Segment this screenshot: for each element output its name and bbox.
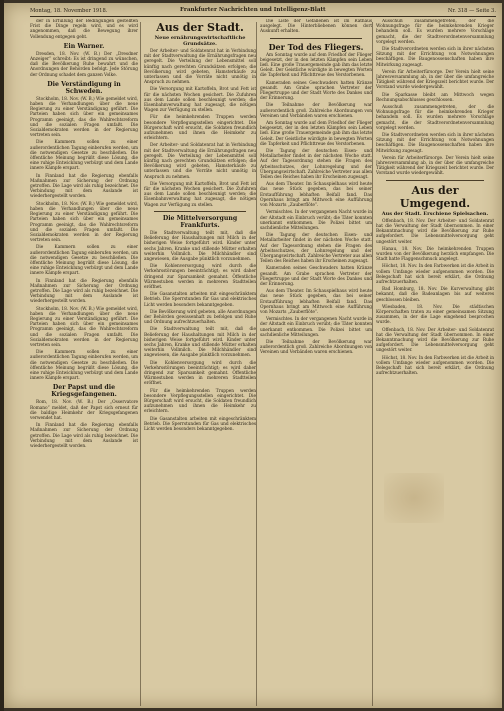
article-text: Verein für Arbeiterfürsorge. Der Verein hielt seine Jahresversammlung ab, in der über die umfangreiche Tätigkeit während der Kriegszeit berichtet wurde. Der Vorstand wurde wiedergewählt. bbox=[376, 69, 494, 91]
article-text: Am Sonntag wurde auf dem Friedhof der Flieger beigesetzt, der in den letzten Kämpfen sein Leben ließ. Eine große Trauergemeinde gab ihm das letzte Geleit. Der Geistliche würdigte in bewegten Worten die Tapferkeit und Pflichttreue des Verstorbenen. bbox=[260, 121, 372, 147]
article-text: Stockholm, 18. Nov. (W. B.) Wie gemeldet wird, haben die Verhandlungen über die neue Regierung zu einer Verständigung geführt. Die Parteien haben sich über ein gemeinsames Programm geeinigt, das die Wahlrechtsreform und die sozialen Fragen umfaßt. Die Sozialdemokraten werden in der Regierung vertreten sein. bbox=[30, 306, 138, 348]
article-text: Die Kammern sollen zu einer außerordentlichen Tagung einberufen werden, um die notwendigen Gesetze zu beschließen. Die öffentliche Meinung begrüßt diese Lösung, die eine ruhige Entwicklung verbürgt und dem Lande innere Kämpfe erspart. bbox=[30, 245, 138, 277]
header-page-number: Nr. 318 — Seite 3. bbox=[447, 8, 496, 14]
article-text: Die Kammern sollen zu einer außerordentlichen Tagung einberufen werden, um die notwendigen Gesetze zu beschließen. Die öffentliche Meinung begrüßt diese Lösung, die eine ruhige Entwicklung verbürgt und dem Lande innere Kämpfe erspart. bbox=[30, 350, 138, 382]
paper-stain bbox=[384, 473, 444, 523]
article-text: Kameraden seines Geschwaders hatten Kränze gesandt. Am Grabe sprachen Vertreter der Fliegertruppe und der Stadt Worte des Dankes und der Erinnerung. bbox=[260, 80, 372, 102]
headline-aus-der-umgegend: Aus der Umgegend. bbox=[399, 183, 471, 210]
header-rule bbox=[30, 16, 496, 17]
article-text: Die Bevölkerung wird gebeten, alle Anordnungen der Behörden gewissenhaft zu befolgen und Ruhe und Ordnung aufrechtzuerhalten. bbox=[144, 309, 256, 326]
article-text: Die Tagung der deutschen Eisen- und Metallarbeiter findet in der nächsten Woche statt. Auf der Tagesordnung stehen die Fragen des Arbeitsschutzes, der Lohnregelung und der Übergangswirtschaft. Zahlreiche Vertreter aus allen Teilen des Reiches haben ihr Erscheinen zugesagt. bbox=[260, 233, 372, 265]
article-text: Die Teilnahme der Bevölkerung war außerordentlich groß. Zahlreiche Abordnungen von Vereinen und Verbänden waren erschienen. bbox=[260, 339, 372, 356]
article-text: Die Versorgung mit Kartoffeln, Brot und Fett ist für die nächsten Wochen gesichert. Die Zufuhren aus dem Lande sollen beschleunigt werden; die Eisenbahnverwaltung hat zugesagt, die nötigen Wagen zur Verfügung zu stellen. bbox=[144, 87, 256, 114]
article-text: Die Kohlenversorgung wird durch die Verkehrsstörungen beeinträchtigt; es wird daher dringend zur Sparsamkeit gemahnt. Öffentliche Wärmestuben werden in mehreren Stadtteilen eröffnet. bbox=[144, 264, 256, 290]
article-text: Stockholm, 18. Nov. (W. B.) Wie gemeldet wird, haben die Verhandlungen über die neue Regierung zu einer Verständigung geführt. Die Parteien haben sich über ein gemeinsames Programm geeinigt, das die Wahlrechtsreform und die sozialen Fragen umfaßt. Die Sozialdemokraten werden in der Regierung vertreten sein. bbox=[30, 201, 138, 244]
subheadline-ernaehrung: Neue ernährungswirtschaftliche Grundsätze. bbox=[154, 35, 246, 47]
section-divider bbox=[386, 180, 484, 181]
article-text: Die Sparkasse bleibt am Mittwoch wegen Rechnungsabschlusses geschlossen. bbox=[376, 92, 494, 103]
column-divider bbox=[140, 22, 141, 706]
article-text: Die Stadtverwaltung teilt mit, daß die Belieferung der Haushaltungen mit Milch in der bisherigen Weise fortgeführt wird. Kinder unter sechs Jahren, Kranke und stillende Mütter erhalten weiterhin Vollmilch. Die Milchhändler sind angewiesen, die Ausgabe pünktlich vorzunehmen. bbox=[144, 230, 256, 262]
article-text: Offenbach, 18. Nov. Der Arbeiter- und Soldatenrat hat die Verwaltung der Stadt übernommen. In einer Bekanntmachung wird die Bevölkerung zur Ruhe aufgefordert. Die Lebensmittelversorgung geht ungestört weiter. bbox=[376, 218, 494, 245]
newspaper-page bbox=[4, 3, 502, 708]
article-text: Die Versorgung mit Kartoffeln, Brot und Fett ist für die nächsten Wochen gesichert. Die Zufuhren aus dem Lande sollen beschleunigt werden; die Eisenbahnverwaltung hat zugesagt, die nötigen Wagen zur Verfügung zu stellen. bbox=[144, 181, 256, 208]
column-4 bbox=[376, 19, 494, 703]
subheadline-umgegend: Aus der Stadt. Erschiene Spielsachen. bbox=[381, 210, 489, 217]
article-text: Ausschuß zusammengetreten, der die Wohnungsfrage für die heimkehrenden Krieger behandeln soll. Es wurden mehrere Vorschläge gemacht, die der Stadtverordnetenversammlung vorgelegt werden. bbox=[376, 19, 494, 45]
column-divider bbox=[372, 22, 373, 706]
headline-milchversorgung: Die Mittelversorgung Frankfurts. bbox=[162, 214, 238, 229]
article-text: In Finnland hat die Regierung ebenfalls Maßnahmen zur Sicherung der Ordnung getroffen. Die Lage wird als ruhig bezeichnet. Die Verbindung mit dem Auslande ist wiederhergestellt worden. bbox=[30, 173, 138, 200]
article-text: Die Stadtverordneten werden sich in ihrer nächsten Sitzung mit der Errichtung von Notwohnungen beschäftigen. Die Baugenossenschaften haben ihre Mitwirkung zugesagt. bbox=[376, 47, 494, 68]
headline-papst: Der Papst und die Kriegsgefangenen. bbox=[51, 384, 117, 399]
article-text: Offenbach, 18. Nov. Der Arbeiter- und Soldatenrat hat die Verwaltung der Stadt übernommen. In einer Bekanntmachung wird die Bevölkerung zur Ruhe aufgefordert. Die Lebensmittelversorgung geht ungestört weiter. bbox=[376, 327, 494, 354]
article-text: Die Kohlenversorgung wird durch die Verkehrsstörungen beeinträchtigt; es wird daher dringend zur Sparsamkeit gemahnt. Öffentliche Wärmestuben werden in mehreren Stadtteilen eröffnet. bbox=[144, 360, 256, 387]
section-divider bbox=[154, 211, 246, 212]
article-text: Verein für Arbeiterfürsorge. Der Verein hielt seine Jahresversammlung ab, in der über die umfangreiche Tätigkeit während der Kriegszeit berichtet wurde. Der Vorstand wurde wiedergewählt. bbox=[376, 155, 494, 177]
article-text: Die Gasanstalten arbeiten mit eingeschränktem Betrieb. Die Sperrstunden für Gas und elektrisches Licht werden besonders bekanntgegeben. bbox=[144, 416, 256, 432]
column-3 bbox=[260, 19, 372, 703]
article-text: der in Erfüllung der Bedingungen gestellten Frist die Dinge regeln wird, und es wird angenommen, daß die Bewegung ihrer Vollendung entgegen geht. bbox=[30, 19, 138, 40]
headline-sweden: Die Verständigung in Schweden. bbox=[47, 80, 121, 95]
article-text: Die Stadtverwaltung teilt mit, daß die Belieferung der Haushaltungen mit Milch in der bisherigen Weise fortgeführt wird. Kinder unter sechs Jahren, Kranke und stillende Mütter erhalten weiterhin Vollmilch. Die Milchhändler sind angewiesen, die Ausgabe pünktlich vorzunehmen. bbox=[144, 327, 256, 359]
article-text: Aus dem Theater. Im Schauspielhaus wird heute das neue Stück gegeben, das bei seiner Erstaufführung lebhaften Beifall fand. Das Opernhaus bringt am Mittwoch eine Aufführung von Mozarts „Zauberflöte“. bbox=[260, 182, 372, 209]
article-text: Die Gasanstalten arbeiten mit eingeschränktem Betrieb. Die Sperrstunden für Gas und elektrisches Licht werden besonders bekanntgegeben. bbox=[144, 292, 256, 308]
article-text: Die Teilnahme der Bevölkerung war außerordentlich groß. Zahlreiche Abordnungen von Vereinen und Verbänden waren erschienen. bbox=[260, 103, 372, 119]
article-text: Rom, 18. Nov. (W. B.) Der „Osservatore Romano“ meldet, daß der Papst sich erneut für die baldige Heimkehr der Kriegsgefangenen verwendet hat. bbox=[30, 400, 138, 421]
article-text: Wiesbaden, 18. Nov. Die städtischen Körperschaften traten zu einer gemeinsamen Sitzung zusammen, in der die Lage eingehend besprochen wurde. bbox=[376, 304, 494, 326]
article-text: Dresden, 18. Nov. (W. B.) Der „Dresdner Anzeiger“ schreibt: Es ist dringend zu wünschen, daß die Bevölkerung Ruhe bewahrt und die Anordnungen der Behörden befolgt. Jede Störung der Ordnung schadet dem ganzen Volke. bbox=[30, 51, 138, 78]
article-text: Die Stadtverordneten werden sich in ihrer nächsten Sitzung mit der Errichtung von Notwohnungen beschäftigen. Die Baugenossenschaften haben ihre Mitwirkung zugesagt. bbox=[376, 133, 494, 154]
headline-flieger: Der Tod des Fliegers. bbox=[268, 41, 364, 52]
column-divider bbox=[256, 22, 257, 706]
section-divider bbox=[270, 38, 362, 39]
article-text: Stockholm, 18. Nov. (W. B.) Wie gemeldet wird, haben die Verhandlungen über die neue Regierung zu einer Verständigung geführt. Die Parteien haben sich über ein gemeinsames Programm geeinigt, das die Wahlrechtsreform und die sozialen Fragen umfaßt. Die Sozialdemokraten werden in der Regierung vertreten sein. bbox=[30, 96, 138, 139]
article-text: Ausschuß zusammengetreten, der die Wohnungsfrage für die heimkehrenden Krieger behandeln soll. Es wurden mehrere Vorschläge gemacht, die der Stadtverordnetenversammlung vorgelegt werden. bbox=[376, 105, 494, 131]
article-text: In Finnland hat die Regierung ebenfalls Maßnahmen zur Sicherung der Ordnung getroffen. Die Lage wird als ruhig bezeichnet. Die Verbindung mit dem Auslande ist wiederhergestellt worden. bbox=[30, 423, 138, 450]
article-text: Für die heimkehrenden Truppen werden besondere Verpflegungsstellen eingerichtet. Die Bürgerschaft wird ersucht, die Soldaten freundlich aufzunehmen und ihnen die Heimkehr zu erleichtern. bbox=[144, 388, 256, 415]
article-text: Für die heimkehrenden Truppen werden besondere Verpflegungsstellen eingerichtet. Die Bürgerschaft wird ersucht, die Soldaten freundlich aufzunehmen und ihnen die Heimkehr zu erleichtern. bbox=[144, 115, 256, 142]
page-header bbox=[30, 6, 496, 16]
article-text: Vermischtes. In der vergangenen Nacht wurde in der Altstadt ein Einbruch verübt; die Täter konnten unerkannt entkommen. Die Polizei bittet um sachdienliche Mitteilungen. bbox=[260, 210, 372, 231]
article-text: Die Kammern sollen zu einer außerordentlichen Tagung einberufen werden, um die notwendigen Gesetze zu beschließen. Die öffentliche Meinung begrüßt diese Lösung, die eine ruhige Entwicklung verbürgt und dem Lande innere Kämpfe erspart. bbox=[30, 140, 138, 172]
article-text: Hanau, 18. Nov. Die heimkehrenden Truppen wurden von der Bevölkerung herzlich empfangen. Die Stadt hatte Flaggenschmuck angelegt. bbox=[376, 246, 494, 263]
article-text: Der Arbeiter- und Soldatenrat hat in Verbindung mit der Stadtverwaltung die Ernährungsfragen neu geregelt. Die Verteilung der Lebensmittel soll künftig nach gerechten Grundsätzen erfolgen; die Bevölkerung wird gebeten, Hamsterkäufe zu unterlassen und die Vorräte nicht unnötig in Anspruch zu nehmen. bbox=[144, 49, 256, 86]
header-masthead: Frankfurter Nachrichten und Intelligenz-Blatt bbox=[180, 7, 326, 13]
article-text: Die Liste der Gefallenen ist im Rathaus ausgelegt. Die Hinterbliebenen können dort Auskunft erhalten. bbox=[260, 19, 372, 35]
article-text: Die Tagung der deutschen Eisen- und Metallarbeiter findet in der nächsten Woche statt. Auf der Tagesordnung stehen die Fragen des Arbeitsschutzes, der Lohnregelung und der Übergangswirtschaft. Zahlreiche Vertreter aus allen Teilen des Reiches haben ihr Erscheinen zugesagt. bbox=[260, 149, 372, 181]
article-text: In Finnland hat die Regierung ebenfalls Maßnahmen zur Sicherung der Ordnung getroffen. Die Lage wird als ruhig bezeichnet. Die Verbindung mit dem Auslande ist wiederhergestellt worden. bbox=[30, 278, 138, 305]
article-text: Höchst, 18. Nov. In den Farbwerken ist die Arbeit in vollem Umfange wieder aufgenommen worden. Die Belegschaft hat sich bereit erklärt, die Ordnung aufrechtzuerhalten. bbox=[376, 355, 494, 377]
article-text: Bad Homburg, 18. Nov. Die Kurverwaltung gibt bekannt, daß die Badeanlagen bis auf weiteres geschlossen bleiben. bbox=[376, 287, 494, 303]
column-1 bbox=[30, 19, 138, 703]
article-text: Vermischtes. In der vergangenen Nacht wurde in der Altstadt ein Einbruch verübt; die Täter konnten unerkannt entkommen. Die Polizei bittet um sachdienliche Mitteilungen. bbox=[260, 317, 372, 338]
column-2 bbox=[144, 19, 256, 703]
headline-warner: Ein Warner. bbox=[63, 42, 105, 50]
article-text: Der Arbeiter- und Soldatenrat hat in Verbindung mit der Stadtverwaltung die Ernährungsfragen neu geregelt. Die Verteilung der Lebensmittel soll künftig nach gerechten Grundsätzen erfolgen; die Bevölkerung wird gebeten, Hamsterkäufe zu unterlassen und die Vorräte nicht unnötig in Anspruch zu nehmen. bbox=[144, 143, 256, 180]
article-text: Höchst, 18. Nov. In den Farbwerken ist die Arbeit in vollem Umfange wieder aufgenommen worden. Die Belegschaft hat sich bereit erklärt, die Ordnung aufrechtzuerhalten. bbox=[376, 264, 494, 285]
header-date: Montag, 18. November 1918. bbox=[30, 8, 108, 14]
headline-aus-der-stadt: Aus der Stadt. bbox=[156, 21, 244, 34]
article-text: Am Sonntag wurde auf dem Friedhof der Flieger beigesetzt, der in den letzten Kämpfen sein Leben ließ. Eine große Trauergemeinde gab ihm das letzte Geleit. Der Geistliche würdigte in bewegten Worten die Tapferkeit und Pflichttreue des Verstorbenen. bbox=[260, 52, 372, 79]
article-text: Kameraden seines Geschwaders hatten Kränze gesandt. Am Grabe sprachen Vertreter der Fliegertruppe und der Stadt Worte des Dankes und der Erinnerung. bbox=[260, 266, 372, 287]
article-text: Aus dem Theater. Im Schauspielhaus wird heute das neue Stück gegeben, das bei seiner Erstaufführung lebhaften Beifall fand. Das Opernhaus bringt am Mittwoch eine Aufführung von Mozarts „Zauberflöte“. bbox=[260, 289, 372, 315]
